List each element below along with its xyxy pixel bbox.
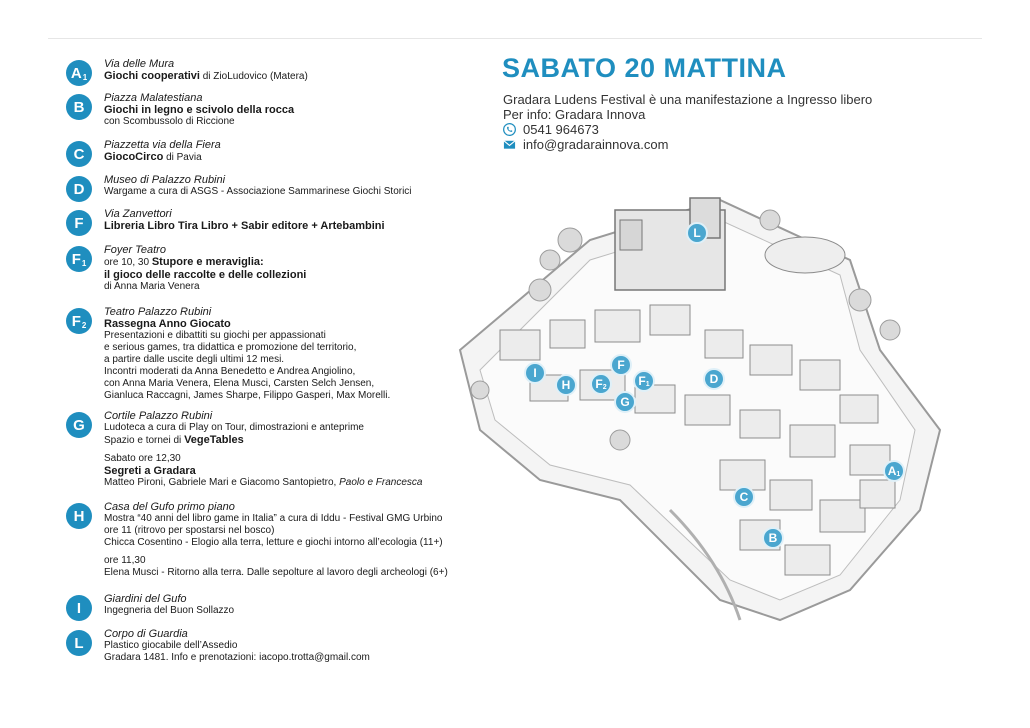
mail-icon	[503, 138, 516, 151]
phone-icon	[503, 123, 516, 136]
map-illustration	[420, 180, 990, 630]
badge-b: B	[66, 94, 92, 120]
map-pin-h[interactable]: H	[555, 374, 577, 396]
map-pin-c[interactable]: C	[733, 486, 755, 508]
place: Via delle Mura	[104, 58, 175, 70]
badge-i: I	[66, 595, 92, 621]
badge-l: L	[66, 630, 92, 656]
badge-f: F	[66, 210, 92, 236]
badge-c: C	[66, 141, 92, 167]
map-pin-f[interactable]: F	[610, 354, 632, 376]
badge-a1: A $_1$	[66, 60, 92, 86]
map-pin-a1[interactable]: A $_1$	[883, 460, 905, 482]
top-divider	[48, 38, 982, 39]
badge-d: D	[66, 176, 92, 202]
map-pin-b[interactable]: B	[762, 527, 784, 549]
map-pin-l[interactable]: L	[686, 222, 708, 244]
badge-g: G	[66, 412, 92, 438]
gradara-map	[420, 180, 990, 630]
map-pin-g[interactable]: G	[614, 391, 636, 413]
badge-f1: F $_1$	[66, 246, 92, 272]
map-pin-f2[interactable]: F $_2$	[590, 373, 612, 395]
badge-h: H	[66, 503, 92, 529]
map-pin-i[interactable]: I	[524, 362, 546, 384]
page-title: SABATO 20 MATTINA	[502, 53, 787, 83]
email-link[interactable]: info@gradarainnova.com	[523, 137, 669, 152]
map-pin-d[interactable]: D	[703, 368, 725, 390]
festival-info: Gradara Ludens Festival è una manifestazione a Ingresso libero Per info: Gradara Innova 0541 964673 info@gradarainnova.com	[503, 92, 873, 152]
badge-f2: F $_2$	[66, 308, 92, 334]
phone-number[interactable]: 0541 964673	[523, 122, 599, 137]
map-pin-f1[interactable]: F $_1$	[633, 370, 655, 392]
